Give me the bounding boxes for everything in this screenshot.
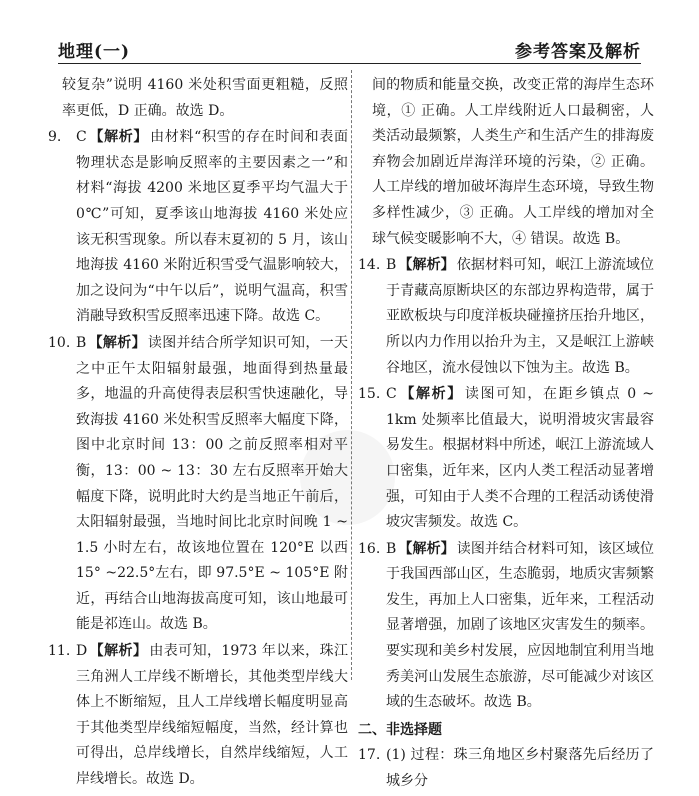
subject-title: 地理(一) [58, 42, 131, 62]
explanation-text: 读图可知，在距乡镇点 0 ~ 1km 处频率比值最大，说明滑坡灾害最容易发生。根据材料中所述，岷江上游流域人口密集，近年来，区内人类工程活动显著增强，可知由于人类不合理的工程活动诱使滑坡灾害频发。故选 C。 [386, 386, 655, 531]
section-heading: 二、非选择题 [358, 721, 442, 738]
explanation-text: (1) 过程：珠三角地区乡村聚落先后经历了城乡分 [386, 747, 654, 790]
answer-letter: B [386, 540, 397, 557]
analysis-tag: 【解析】 [88, 129, 149, 146]
analysis-tag: 【解析】 [88, 334, 146, 351]
question-number: 15. [358, 386, 381, 403]
explanation-text: 较复杂”说明 4160 米处积雪面更粗糙，反照率更低，D 正确。故选 D。 [62, 77, 348, 119]
analysis-tag: 【解析】 [398, 386, 463, 403]
answer-item [358, 382, 654, 536]
question-number: 16. [358, 540, 381, 557]
explanation-text: 由表可知，1973 年以来，珠江三角洲人工岸线不断增长，其他类型岸线大体上不断缩短，且人工岸线增长幅度明显高于其他类型岸线缩短幅度，当然，经计算也可得出，总岸线增长，自然岸线缩短，人工岸线增长。故选 D。 [76, 643, 348, 788]
answer-letter: C [76, 129, 87, 146]
answer-item [358, 743, 654, 794]
answer-continuation [358, 73, 654, 252]
column-divider [351, 70, 352, 680]
explanation-text: 依据材料可知，岷江上游流域位于青藏高原断块区的东部边界构造带，属于亚欧板块与印度洋板块碰撞挤压抬升地区，所以内力作用以抬升为主，又是岷江上游峡谷地区，流水侵蚀以下蚀为主。故选 B。 [386, 257, 655, 376]
answer-item [358, 253, 654, 381]
question-number: 11. [48, 643, 71, 660]
explanation-text: 间的物质和能量交换，改变正常的海岸生态环境，① 正确。人工岸线附近人口最稠密，人类活动最频繁，人类生产和生活产生的排海废弃物会加剧近岸海洋环境的污染，② 正确。人工岸线的增加破坏海岸生态环境，导致生物多样性减少，③ 正确。人工岸线的增加对全球气候变暖影响不大，④ 错误。故选 B。 [372, 77, 654, 247]
explanation-text: 读图并结合材料可知，该区域位于我国西部山区，生态脆弱，地质灾害频繁发生，再加上人口密集，近年来，工程活动显著增强，加剧了该地区灾害发生的频率。要实现和美乡村发展，应因地制宜利用当地秀美河山发展生态旅游，尽可能减少对该区域的生态破坏。故选 B。 [386, 540, 655, 711]
answer-item [48, 639, 348, 793]
page-header [0, 0, 699, 62]
section-title: 参考答案及解析 [515, 42, 641, 62]
answer-letter: B [386, 257, 397, 274]
question-number: 9. [48, 129, 62, 146]
analysis-tag: 【解析】 [89, 643, 148, 660]
answer-item [358, 537, 654, 716]
answer-letter: B [76, 334, 87, 351]
header-rule [58, 63, 641, 64]
answer-letter: D [76, 643, 88, 660]
answer-letter: C [386, 386, 397, 403]
analysis-tag: 【解析】 [398, 257, 455, 274]
answer-item [48, 331, 348, 638]
left-column [48, 73, 348, 794]
answer-continuation [48, 73, 348, 124]
question-number: 17. [358, 747, 381, 764]
analysis-tag: 【解析】 [398, 540, 455, 557]
question-number: 10. [48, 334, 71, 351]
explanation-text: 由材料“积雪的存在时间和表面物理状态是影响反照率的主要因素之一”和材料“海拔 4200 米地区夏季平均气温大于 0℃”可知，夏季该山地海拔 4160 米处应该无积雪现象。所以春末夏初的 5 月，该山地海拔 4160 米附近积雪受气温影响较大，加之设问为“中午以后”，说明气温高，积雪消融导致积雪反照率迅速下降。故选 C。 [76, 129, 348, 325]
question-number: 14. [358, 257, 381, 274]
right-column [358, 73, 654, 796]
explanation-text: 读图并结合所学知识可知，一天之中正午太阳辐射最强，地面得到热量最多，地温的升高使得表层积雪快速融化，导致海拔 4160 米处积雪反照率大幅度下降，图中北京时间 13：00 之前反照率相对平衡，13：00 ~ 13：30 左右反照率开始大幅度下降，说明此时大约是当地正午前后，太阳辐射最强，当地时间比北京时间晚 1 ~ 1.5 小时左右，故该地位置在 120°E 以西 15° ~22.5°左右，即 97.5°E ~ 105°E 附近，再结合山地海拔高度可知，该山地最可能是祁连山。故选 B。 [76, 334, 349, 633]
answer-item [48, 125, 348, 330]
